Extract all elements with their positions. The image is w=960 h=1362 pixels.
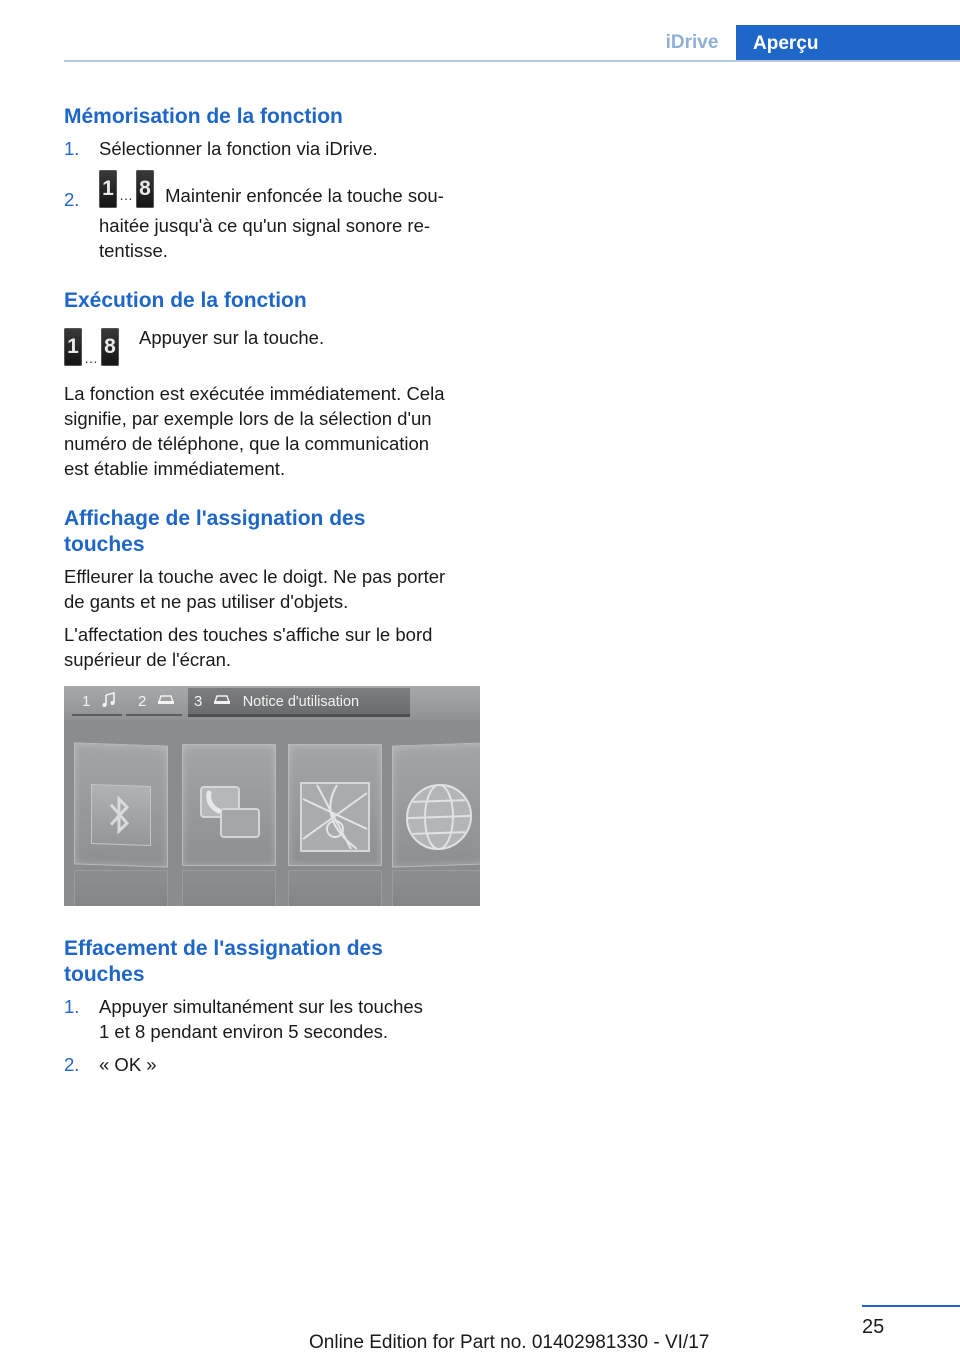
key-range (64, 328, 119, 366)
step-text: Sélectionner la fonction via iDrive. (99, 138, 378, 159)
idrive-screen-illustration (64, 686, 480, 906)
ellipsis-glyph: … (84, 350, 99, 366)
favorite-segment-2 (138, 690, 175, 714)
header-chapter-tab: Aperçu (736, 25, 960, 62)
body-line: signifie, par exemple lors de la sélection d'un (64, 408, 432, 429)
favorite-segment-1 (82, 690, 117, 714)
step-line: Appuyer simultanément sur les touches (99, 996, 423, 1017)
body-line: Effleurer la touche avec le doigt. Ne pas porter (64, 566, 446, 587)
step-line: 1 et 8 pendant environ 5 secondes. (99, 1021, 389, 1042)
step-number: 2. (64, 1054, 80, 1075)
memorisation-heading: Mémorisation de la fonction (64, 105, 343, 128)
body-line: numéro de téléphone, que la communication (64, 433, 430, 454)
segment-underline (126, 714, 182, 716)
globe-tile (392, 742, 480, 867)
execution-heading: Exécution de la fonction (64, 289, 307, 312)
heading-line: Effacement de l'assignation des (64, 937, 383, 960)
music-note-icon (101, 692, 117, 708)
heading-line: touches (64, 533, 145, 556)
execution-body (64, 381, 484, 481)
segment-number: 2 (138, 693, 147, 710)
body-line: L'affectation des touches s'affiche sur le bord (64, 624, 433, 645)
key-1-icon: 1 (64, 328, 82, 366)
affichage-para2 (64, 622, 484, 672)
header-section-label: iDrive (665, 32, 719, 53)
segment-number: 3 (194, 693, 203, 710)
edition-footer: Online Edition for Part no. 01402981330 - VI/17 (309, 1332, 710, 1353)
body-line: est établie immédiatement. (64, 458, 286, 479)
footer-rule (862, 1305, 960, 1307)
map-icon (297, 779, 373, 855)
heading-line: Affichage de l'assignation des (64, 507, 366, 530)
step-line: Maintenir enfoncée la touche sou- (165, 185, 444, 206)
globe-icon (401, 778, 477, 857)
car-icon (157, 693, 175, 707)
favorite-segment-3 (194, 690, 359, 714)
tile-reflection (74, 870, 168, 906)
body-line: La fonction est exécutée immédiatement. Cela (64, 383, 445, 404)
page-number: 25 (862, 1316, 885, 1338)
segment-number: 1 (82, 693, 91, 710)
bluetooth-tile (74, 742, 168, 867)
tile-reflection (392, 870, 480, 906)
heading-line: touches (64, 963, 145, 986)
step-number: 1. (64, 996, 80, 1017)
map-tile (288, 744, 382, 866)
effacement-heading (64, 936, 383, 988)
step-text: « OK » (99, 1054, 157, 1075)
header-rule (64, 60, 960, 62)
bluetooth-icon (105, 792, 135, 837)
step-number: 2. (64, 189, 80, 210)
tile-reflection (288, 870, 382, 906)
step-line: haitée jusqu'à ce qu'un signal sonore re- (99, 215, 431, 236)
phone-tile (182, 744, 276, 866)
step-number: 1. (64, 138, 80, 159)
body-line: supérieur de l'écran. (64, 649, 232, 670)
phone-icon (195, 781, 265, 851)
body-line: de gants et ne pas utiliser d'objets. (64, 591, 349, 612)
affichage-heading (64, 506, 365, 558)
affichage-para1 (64, 564, 484, 614)
key-8-icon: 8 (101, 328, 119, 366)
segment-underline (72, 714, 122, 716)
segment-label: Notice d'utilisation (242, 694, 360, 710)
tile-reflection (182, 870, 276, 906)
key-1-icon: 1 (99, 170, 117, 208)
instruction-text: Appuyer sur la touche. (139, 327, 325, 348)
ellipsis-glyph: … (119, 187, 134, 203)
step-line: tentisse. (99, 240, 168, 261)
car-icon (213, 693, 231, 707)
key-8-icon: 8 (136, 170, 154, 208)
step-text (99, 170, 484, 208)
